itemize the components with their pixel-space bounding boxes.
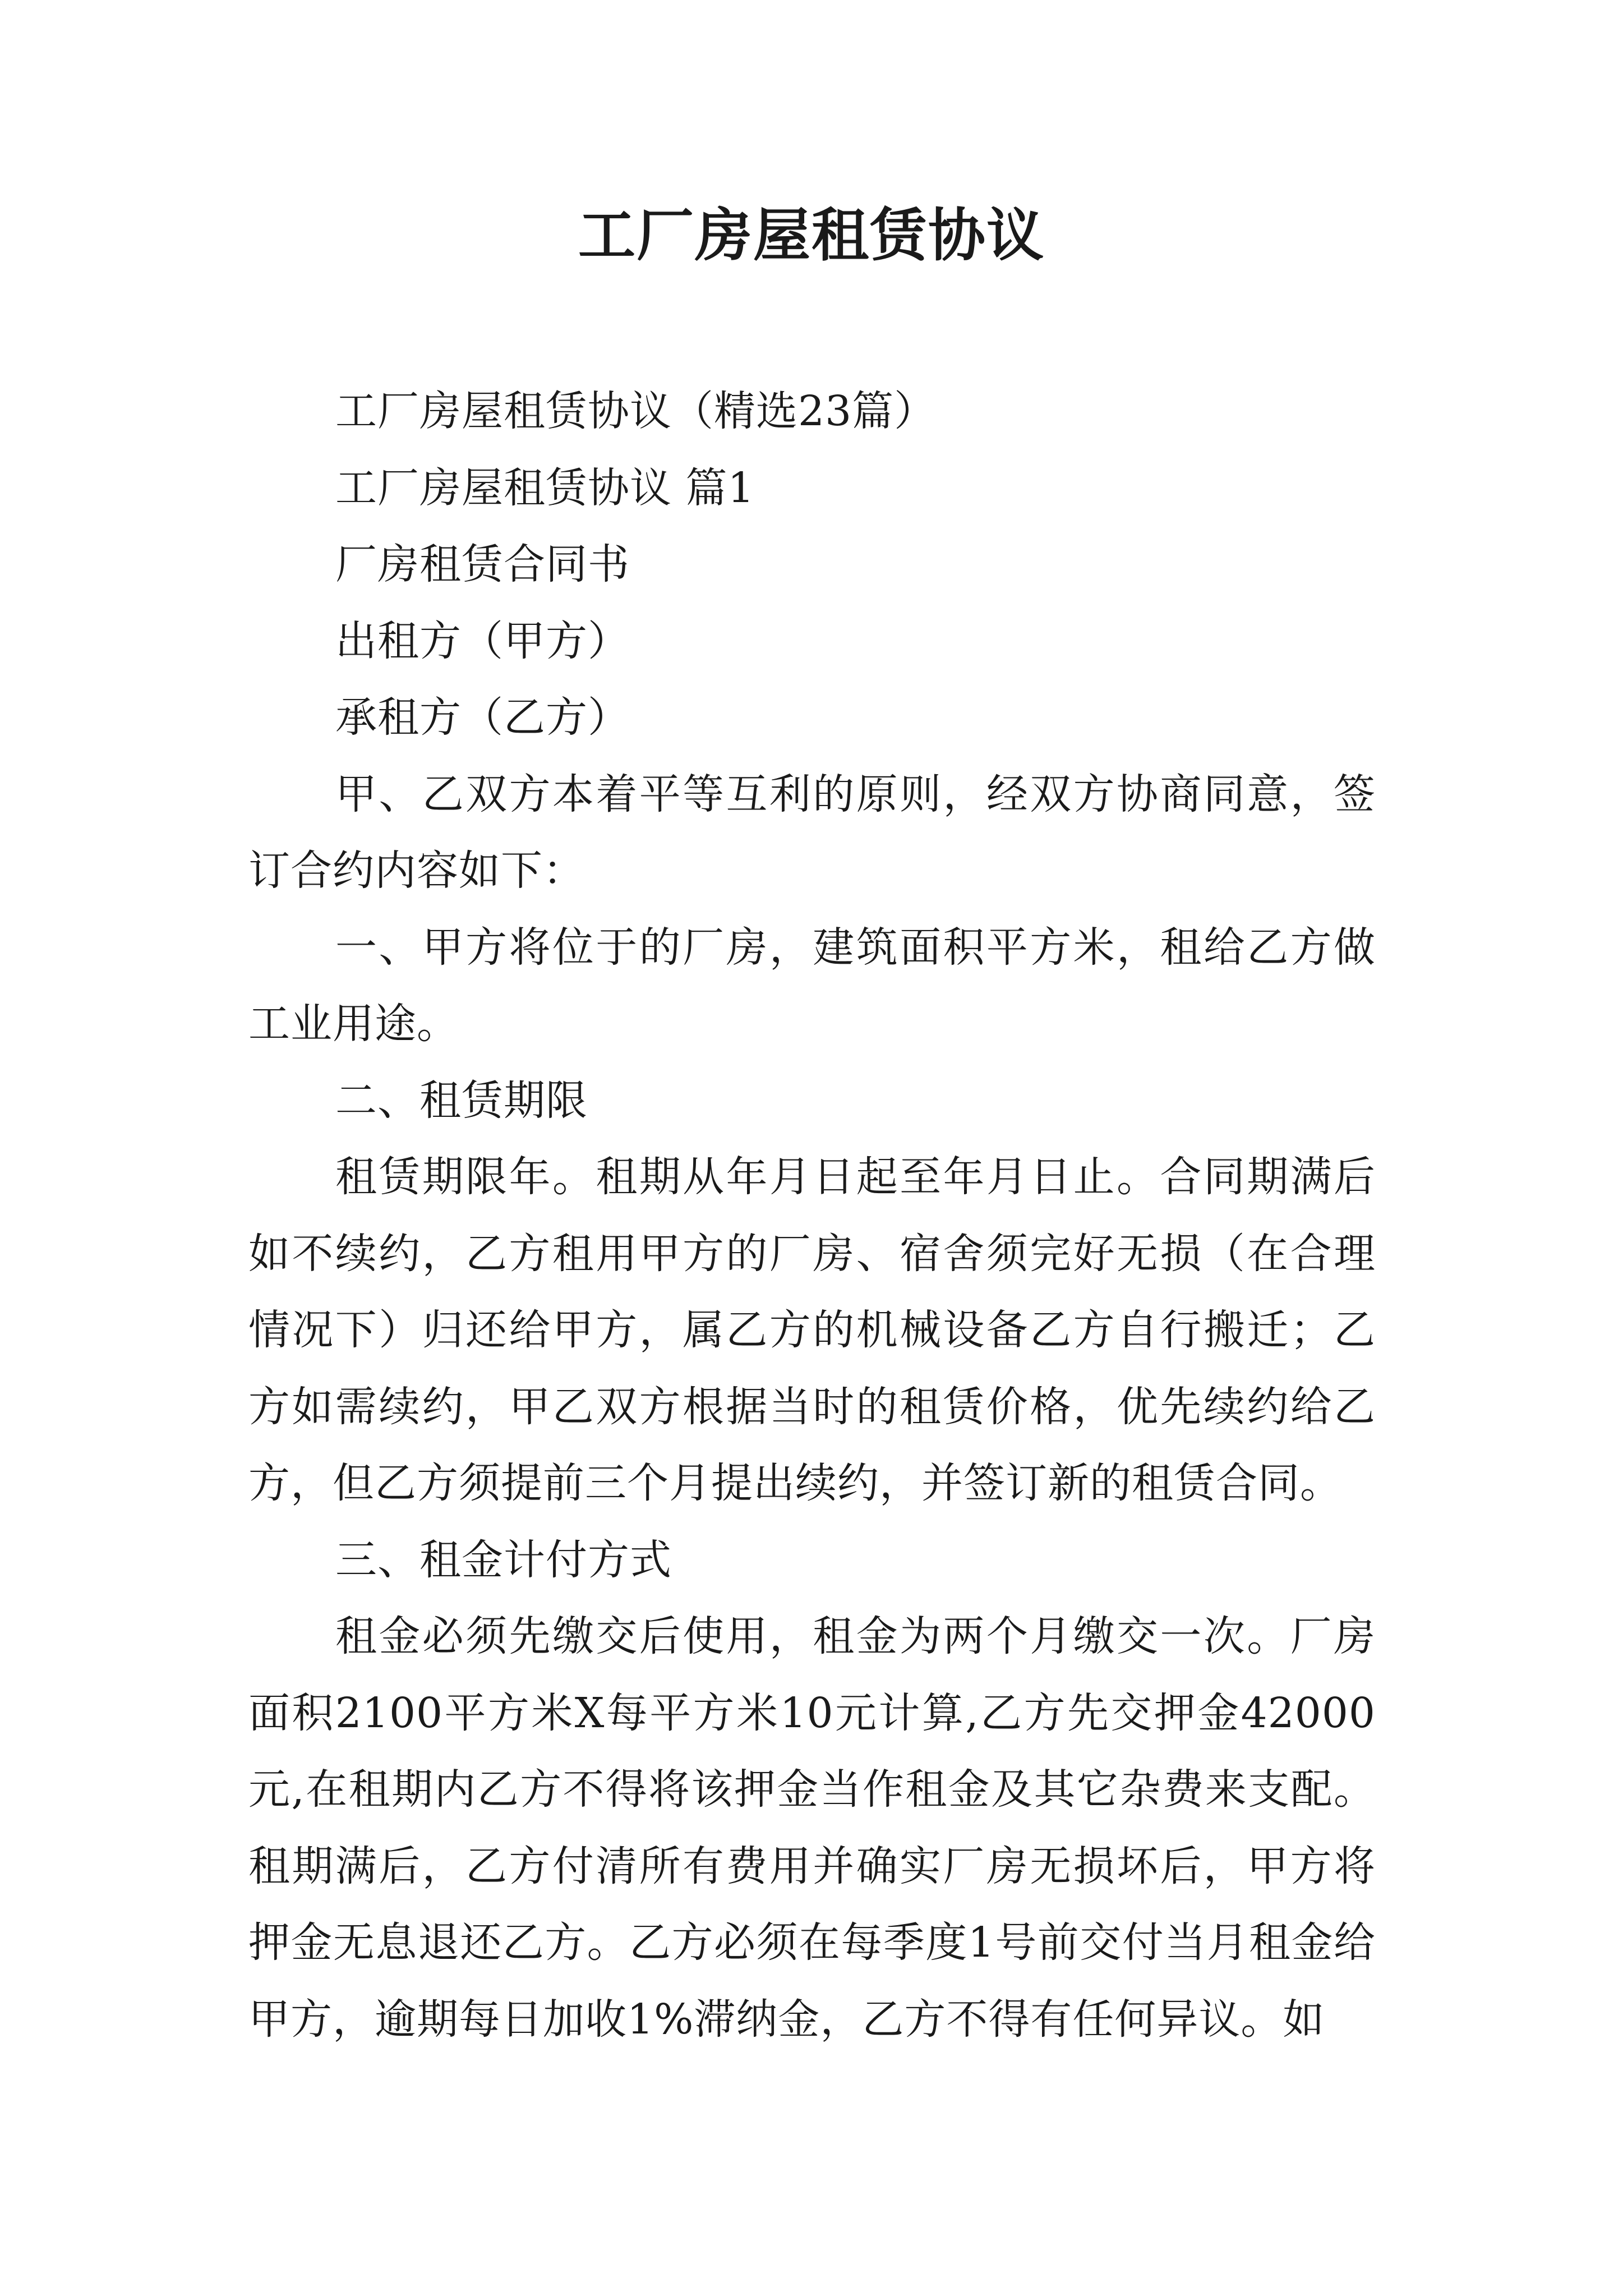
document-title: 工厂房屋租赁协议 (578, 202, 1045, 269)
paragraph-clause-3-body: 租金必须先缴交后使用，租金为两个月缴交一次。厂房面积2100平方米X每平方米10元计算,乙方先交押金42000元,在租期内乙方不得将该押金当作租金及其它杂费来支配。租期满后，乙方付清所有费用并确实厂房无损坏后，甲方将押金无息退还乙方。乙方必须在每季度1号前交付当月租金给甲方，逾期每日加收1%滞纳金，乙方不得有任何异议。如 (248, 1612, 1376, 2044)
paragraph-contract-title: 厂房租赁合同书 (335, 540, 630, 588)
paragraph-section-heading: 工厂房屋租赁协议 篇1 (335, 463, 755, 512)
paragraph-clause-1: 一、甲方将位于的厂房，建筑面积平方米，租给乙方做工业用途。 (248, 923, 1376, 1048)
paragraph-preamble: 甲、乙双方本着平等互利的原则，经双方协商同意，签订合约内容如下： (248, 770, 1376, 895)
paragraph-clause-3-heading: 三、租金计付方式 (335, 1535, 672, 1584)
paragraph-lessee: 承租方（乙方） (335, 693, 630, 742)
paragraph-lessor: 出租方（甲方） (335, 616, 630, 665)
paragraph-clause-2-body: 租赁期限年。租期从年月日起至年月日止。合同期满后如不续约，乙方租用甲方的厂房、宿舍须完好无损（在合理情况下）归还给甲方，属乙方的机械设备乙方自行搬迁；乙方如需续约，甲乙双方根据当时的租赁价格，优先续约给乙方，但乙方须提前三个月提出续约，并签订新的租赁合同。 (248, 1153, 1376, 1507)
document-body (248, 373, 1376, 2058)
paragraph-subtitle: 工厂房屋租赁协议（精选23篇） (335, 387, 937, 435)
paragraph-clause-2-heading: 二、租赁期限 (335, 1076, 588, 1125)
